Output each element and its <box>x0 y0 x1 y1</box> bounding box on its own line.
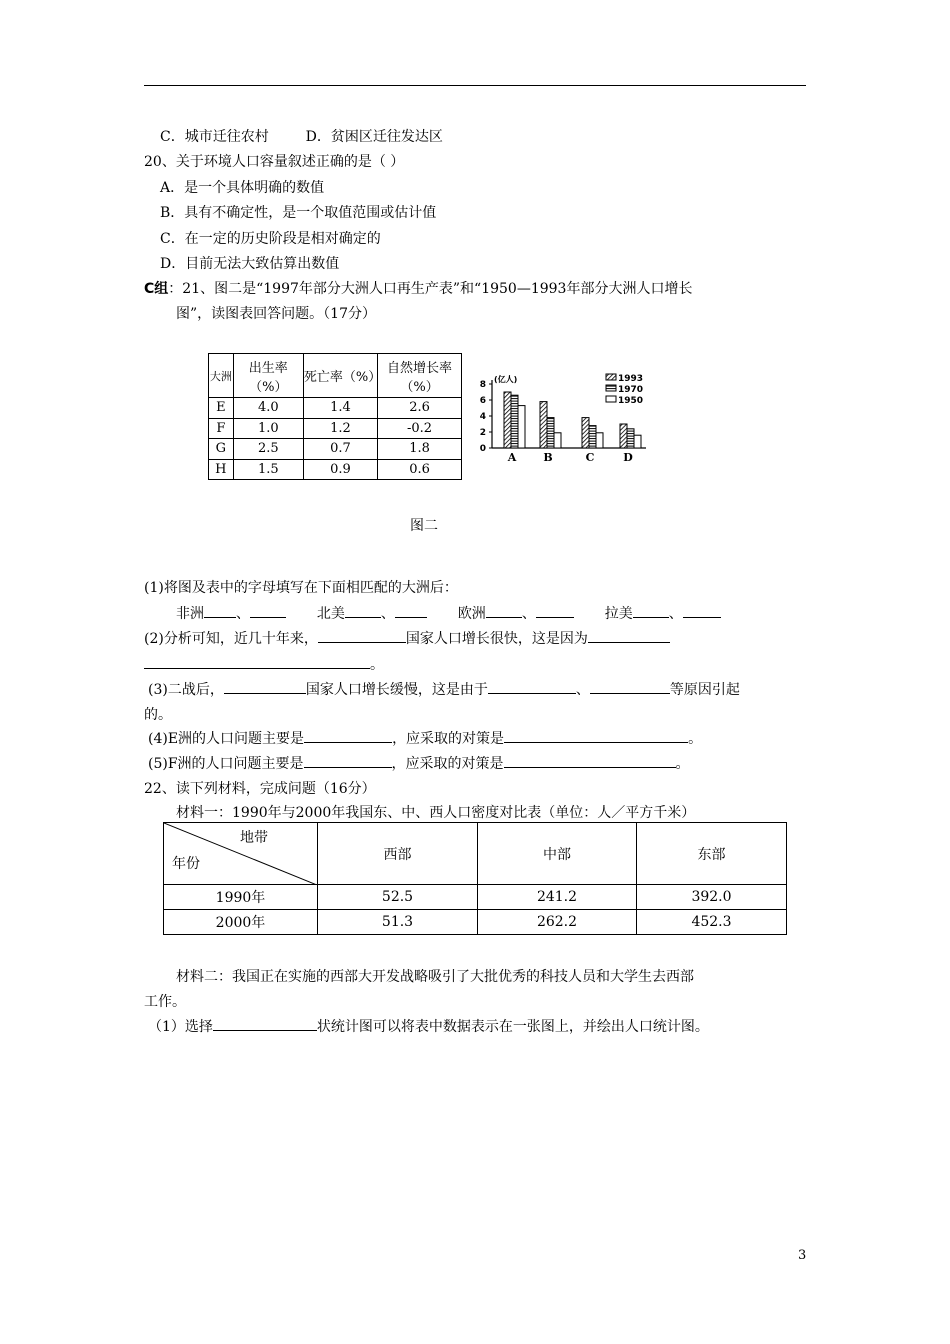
table-header-continent: 大洲 <box>209 354 234 398</box>
col-header: 东部 <box>637 823 787 885</box>
q21-sub1: (1)将图及表中的字母填写在下面相匹配的大洲后： <box>144 580 458 596</box>
bar-D-1970 <box>627 429 634 448</box>
table-cell: -0.2 <box>378 418 462 439</box>
answer-blank[interactable] <box>504 728 688 743</box>
answer-blank[interactable] <box>213 1016 317 1031</box>
table-cell: F <box>209 418 234 439</box>
q21-line2: 图”，读图表回答问题。（17分） <box>176 306 376 322</box>
table-cell: 1.8 <box>378 439 462 460</box>
q21-sub1-blanks: 非洲 、 北美 、 欧洲 、 拉美 、 <box>176 603 721 623</box>
table-corner-cell <box>164 823 318 885</box>
row-year: 1990年 <box>164 885 318 910</box>
bar-D-1993 <box>620 424 627 448</box>
y-tick-label: 2 <box>479 428 486 438</box>
answer-blank[interactable] <box>250 603 286 618</box>
y-axis-label: (亿人) <box>494 375 518 384</box>
table-cell: 262.2 <box>478 910 637 935</box>
col-header: 西部 <box>318 823 478 885</box>
category-label: A <box>507 451 517 464</box>
table-cell: 1.2 <box>303 418 377 439</box>
q20-option-d: D．目前无法大致估算出数值 <box>160 256 340 272</box>
table-header-birth: 出生率（%） <box>233 354 303 398</box>
bar-D-1950 <box>634 435 641 448</box>
q22-sub1: （1）选择 状统计图可以将表中数据表示在一张图上，并绘出人口统计图。 <box>148 1016 709 1036</box>
bar-B-1993 <box>540 402 547 448</box>
q20-option-a: A．是一个具体明确的数值 <box>160 180 325 196</box>
q21-sub4: (4)E洲的人口问题主要是 ，应采取的对策是 。 <box>148 728 702 748</box>
q21-sub2-cont: 。 <box>144 654 384 674</box>
answer-blank[interactable] <box>304 753 392 768</box>
legend-label: 1950 <box>618 396 644 406</box>
continent-label: 北美 <box>316 606 345 622</box>
q19-option-d: D．贫困区迁往发达区 <box>305 129 443 145</box>
q20-stem: 20、关于环境人口容量叙述正确的是（ ） <box>144 154 405 170</box>
q22-material-1: 材料一：1990年与2000年我国东、中、西人口密度对比表（单位：人／平方千米） <box>176 805 696 821</box>
legend-swatch <box>606 385 616 391</box>
category-label: C <box>585 451 595 464</box>
table-cell: H <box>209 459 234 480</box>
bar-B-1970 <box>547 418 554 448</box>
answer-blank[interactable] <box>683 603 721 618</box>
category-label: B <box>543 451 553 464</box>
q21-sub3-cont: 的。 <box>144 707 172 723</box>
q21-sub2: (2)分析可知，近几十年来， 国家人口增长很快，这是因为 <box>144 628 670 648</box>
answer-blank[interactable] <box>633 603 669 618</box>
answer-blank[interactable] <box>536 603 574 618</box>
table-cell: G <box>209 439 234 460</box>
figure-caption: 图二 <box>410 518 438 534</box>
table-cell: 52.5 <box>318 885 478 910</box>
answer-blank[interactable] <box>204 603 236 618</box>
category-label: D <box>623 451 633 464</box>
answer-blank[interactable] <box>318 628 406 643</box>
bar-A-1993 <box>504 392 511 448</box>
answer-blank[interactable] <box>488 679 576 694</box>
header-rule <box>144 85 806 86</box>
q20-option-b: B．具有不确定性，是一个取值范围或估计值 <box>160 205 437 221</box>
table-cell: 2.6 <box>378 398 462 419</box>
q19-options <box>160 126 443 146</box>
q22-material-2-cont: 工作。 <box>144 994 186 1010</box>
answer-blank[interactable] <box>486 603 522 618</box>
table-cell: 0.7 <box>303 439 377 460</box>
corner-bottom-label: 年份 <box>172 856 200 872</box>
table-cell: 0.6 <box>378 459 462 480</box>
legend-swatch <box>606 374 616 380</box>
table-cell: 2.5 <box>233 439 303 460</box>
q22-stem: 22、读下列材料，完成问题（16分） <box>144 781 376 797</box>
legend-swatch <box>606 396 616 402</box>
density-table <box>163 822 787 935</box>
table-cell: 4.0 <box>233 398 303 419</box>
table-cell: 1.5 <box>233 459 303 480</box>
y-tick-label: 0 <box>479 444 486 454</box>
answer-blank[interactable] <box>224 679 306 694</box>
page-number: 3 <box>798 1248 807 1263</box>
bar-A-1970 <box>511 395 518 448</box>
answer-blank[interactable] <box>395 603 427 618</box>
q22-material-2: 材料二：我国正在实施的西部大开发战略吸引了大批优秀的科技人员和大学生去西部 <box>176 969 694 985</box>
table-cell: 1.0 <box>233 418 303 439</box>
answer-blank[interactable] <box>504 753 676 768</box>
legend-label: 1993 <box>618 374 644 384</box>
continent-label: 欧洲 <box>457 606 486 622</box>
legend-label: 1970 <box>618 385 644 395</box>
table-cell: 0.9 <box>303 459 377 480</box>
answer-blank[interactable] <box>304 728 392 743</box>
bar-C-1993 <box>582 418 589 448</box>
q20-option-c: C．在一定的历史阶段是相对确定的 <box>160 231 381 247</box>
table-cell: 392.0 <box>637 885 787 910</box>
group-c-label: C组 <box>144 281 169 297</box>
q21-sub3: (3)二战后， 国家人口增长缓慢，这是由于 、 等原因引起 <box>148 679 740 699</box>
col-header: 中部 <box>478 823 637 885</box>
y-tick-label: 4 <box>479 412 486 422</box>
corner-top-label: 地带 <box>240 830 268 846</box>
q21-line1: C组：21、图二是“1997年部分大洲人口再生产表”和“1950—1993年部分大洲人口增长 <box>144 281 693 297</box>
q19-option-c: C．城市迁往农村 <box>160 129 269 145</box>
row-year: 2000年 <box>164 910 318 935</box>
table-cell: 1.4 <box>303 398 377 419</box>
reproduction-table <box>208 353 462 480</box>
table-cell: 452.3 <box>637 910 787 935</box>
y-tick-label: 6 <box>479 396 486 406</box>
answer-blank[interactable] <box>345 603 381 618</box>
table-cell: 51.3 <box>318 910 478 935</box>
population-growth-chart <box>470 368 660 470</box>
bar-A-1950 <box>518 406 525 448</box>
continent-label: 拉美 <box>604 606 633 622</box>
answer-blank[interactable] <box>590 679 670 694</box>
table-header-growth: 自然增长率（%） <box>378 354 462 398</box>
answer-blank[interactable] <box>144 654 370 669</box>
table-header-death: 死亡率（%） <box>303 354 377 398</box>
q21-sub5: (5)F洲的人口问题主要是 ，应采取的对策是 。 <box>148 753 690 773</box>
table-cell: 241.2 <box>478 885 637 910</box>
bar-C-1950 <box>596 433 603 448</box>
table-cell: E <box>209 398 234 419</box>
continent-label: 非洲 <box>176 606 204 622</box>
y-tick-label: 8 <box>479 380 486 390</box>
bar-C-1970 <box>589 426 596 448</box>
answer-blank[interactable] <box>588 628 670 643</box>
bar-B-1950 <box>554 433 561 448</box>
